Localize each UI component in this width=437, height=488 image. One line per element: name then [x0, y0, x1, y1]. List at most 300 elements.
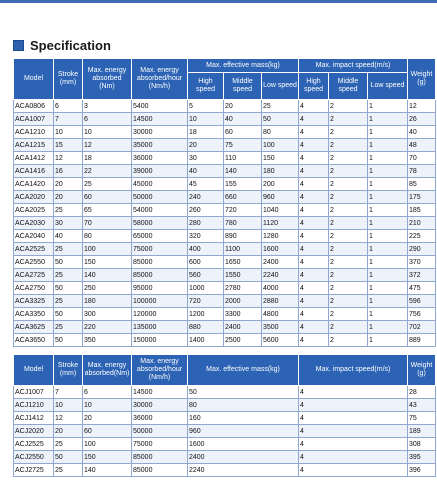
table-cell: 25: [54, 269, 83, 282]
section-heading: [13, 37, 111, 53]
table-cell: 30: [188, 152, 224, 165]
model-cell: ACA2025: [14, 204, 54, 217]
table-cell: 5600: [262, 334, 299, 347]
table-cell: 60: [83, 191, 132, 204]
table-cell: 1650: [224, 256, 262, 269]
table-cell: 75: [408, 412, 436, 425]
table-cell: 120000: [132, 308, 188, 321]
table-cell: 10: [188, 113, 224, 126]
table-cell: 4: [299, 217, 329, 230]
table-row: [14, 399, 436, 412]
table-cell: 12: [54, 412, 83, 425]
table-cell: 1: [368, 269, 408, 282]
table-row: [14, 126, 436, 139]
table-cell: 78: [408, 165, 436, 178]
table-row: [14, 165, 436, 178]
table-cell: 960: [188, 425, 299, 438]
table-cell: 18: [83, 152, 132, 165]
table-cell: 12: [54, 152, 83, 165]
table-cell: 5: [188, 100, 224, 113]
table-cell: 140: [83, 269, 132, 282]
table-cell: 80: [262, 126, 299, 139]
model-cell: ACA2030: [14, 217, 54, 230]
table-cell: 1: [368, 204, 408, 217]
table-cell: 25: [54, 321, 83, 334]
table-cell: 1: [368, 321, 408, 334]
table-cell: 50: [54, 334, 83, 347]
table-cell: 4: [299, 230, 329, 243]
header-speed: Max. impact speed(m/s): [299, 59, 408, 73]
table-cell: 45: [188, 178, 224, 191]
table-row: [14, 282, 436, 295]
table-cell: 1: [368, 191, 408, 204]
table-cell: 3: [83, 100, 132, 113]
table-cell: 4: [299, 282, 329, 295]
model-cell: ACJ2525: [14, 438, 54, 451]
model-cell: ACA3325: [14, 295, 54, 308]
table-cell: 2: [329, 152, 368, 165]
table-cell: 50: [188, 386, 299, 399]
table-row: [14, 256, 436, 269]
square-bullet-icon: [13, 40, 24, 51]
table-cell: 36000: [132, 152, 188, 165]
table-cell: 2: [329, 139, 368, 152]
table-cell: 85000: [132, 269, 188, 282]
table-cell: 2240: [188, 464, 299, 477]
table-cell: 2: [329, 126, 368, 139]
table-cell: 1: [368, 152, 408, 165]
table-cell: 12: [83, 139, 132, 152]
table-cell: 4: [299, 464, 408, 477]
model-cell: ACA1412: [14, 152, 54, 165]
table-cell: 2400: [262, 256, 299, 269]
table-cell: 85000: [132, 256, 188, 269]
table-cell: 14500: [132, 386, 188, 399]
table-cell: 4: [299, 152, 329, 165]
table-cell: 1: [368, 113, 408, 126]
model-cell: ACA3650: [14, 334, 54, 347]
table-cell: 175: [408, 191, 436, 204]
table-cell: 40: [408, 126, 436, 139]
section-title: Specification: [30, 37, 111, 53]
model-cell: ACJ2020: [14, 425, 54, 438]
table-cell: 30000: [132, 399, 188, 412]
table-cell: 225: [408, 230, 436, 243]
table-cell: 4: [299, 256, 329, 269]
table-cell: 140: [224, 165, 262, 178]
specification-table-aca: [13, 58, 436, 347]
table-cell: 180: [83, 295, 132, 308]
header-model: Model: [14, 59, 54, 100]
table-cell: 50: [54, 451, 83, 464]
table-cell: 4: [299, 308, 329, 321]
table-cell: 890: [224, 230, 262, 243]
table-cell: 1: [368, 100, 408, 113]
table-cell: 1550: [224, 269, 262, 282]
table-cell: 2400: [188, 451, 299, 464]
table-cell: 189: [408, 425, 436, 438]
table-cell: 1: [368, 282, 408, 295]
table-row: [14, 295, 436, 308]
table-cell: 28: [408, 386, 436, 399]
model-cell: ACJ1210: [14, 399, 54, 412]
table-cell: 1600: [262, 243, 299, 256]
header-mass-middle: Middle speed: [224, 73, 262, 100]
table-cell: 1: [368, 178, 408, 191]
table-cell: 1040: [262, 204, 299, 217]
table-cell: 2: [329, 256, 368, 269]
header-mass: Max. effective mass(kg): [188, 59, 299, 73]
table-cell: 150: [83, 256, 132, 269]
table-cell: 2000: [224, 295, 262, 308]
table-cell: 2: [329, 204, 368, 217]
table-row: [14, 191, 436, 204]
model-cell: ACJ1412: [14, 412, 54, 425]
table-cell: 200: [262, 178, 299, 191]
table-cell: 75000: [132, 438, 188, 451]
table-cell: 2: [329, 334, 368, 347]
table-row: [14, 412, 436, 425]
table-cell: 660: [224, 191, 262, 204]
table-cell: 1000: [188, 282, 224, 295]
model-cell: ACA1215: [14, 139, 54, 152]
table-cell: 720: [224, 204, 262, 217]
table-row: [14, 438, 436, 451]
model-cell: ACA1416: [14, 165, 54, 178]
table-cell: 396: [408, 464, 436, 477]
table-cell: 2880: [262, 295, 299, 308]
model-cell: ACA1007: [14, 113, 54, 126]
table-cell: 4: [299, 412, 408, 425]
header-energy-hour: Max. energy absorbed/hour (Nm/h): [132, 59, 188, 100]
table-cell: 702: [408, 321, 436, 334]
header-speed-low: Low speed: [368, 73, 408, 100]
table-cell: 350: [83, 334, 132, 347]
table-cell: 14500: [132, 113, 188, 126]
table-cell: 600: [188, 256, 224, 269]
table-cell: 2: [329, 113, 368, 126]
table-cell: 3500: [262, 321, 299, 334]
table-cell: 100: [83, 243, 132, 256]
table-cell: 4: [299, 295, 329, 308]
top-border: [0, 0, 437, 3]
table-cell: 4: [299, 386, 408, 399]
table-row: [14, 425, 436, 438]
table-cell: 560: [188, 269, 224, 282]
table-row: [14, 334, 436, 347]
model-cell: ACA1420: [14, 178, 54, 191]
table-cell: 372: [408, 269, 436, 282]
table-cell: 65: [83, 204, 132, 217]
table-cell: 240: [188, 191, 224, 204]
table-cell: 1: [368, 295, 408, 308]
table-cell: 880: [188, 321, 224, 334]
table-cell: 95000: [132, 282, 188, 295]
table-cell: 320: [188, 230, 224, 243]
table-cell: 210: [408, 217, 436, 230]
table-cell: 4800: [262, 308, 299, 321]
table-cell: 48: [408, 139, 436, 152]
table-cell: 1: [368, 217, 408, 230]
table-cell: 1600: [188, 438, 299, 451]
table-cell: 6: [54, 100, 83, 113]
table-cell: 140: [83, 464, 132, 477]
table-cell: 20: [224, 100, 262, 113]
table-cell: 2: [329, 178, 368, 191]
table-row: [14, 243, 436, 256]
table-cell: 4: [299, 243, 329, 256]
table-cell: 2240: [262, 269, 299, 282]
table-cell: 25: [54, 204, 83, 217]
table-cell: 370: [408, 256, 436, 269]
table-cell: 45000: [132, 178, 188, 191]
table-cell: 85000: [132, 451, 188, 464]
table-cell: 65000: [132, 230, 188, 243]
table-cell: 220: [83, 321, 132, 334]
model-cell: ACA2525: [14, 243, 54, 256]
table-cell: 4: [299, 269, 329, 282]
table-cell: 2: [329, 308, 368, 321]
specification-table-acj: [13, 354, 436, 477]
header-energy-hour: Max. energy absorbed/hour (Nm/h): [132, 355, 188, 386]
table-cell: 2400: [224, 321, 262, 334]
table-cell: 150: [262, 152, 299, 165]
header-energy: Max. energy absorbed (Nm): [83, 59, 132, 100]
table-cell: 50: [262, 113, 299, 126]
model-cell: ACA2020: [14, 191, 54, 204]
table-cell: 50: [54, 256, 83, 269]
table-row: [14, 451, 436, 464]
table-cell: 10: [83, 399, 132, 412]
model-cell: ACA0806: [14, 100, 54, 113]
table-cell: 1: [368, 308, 408, 321]
table-cell: 85: [408, 178, 436, 191]
table-cell: 1120: [262, 217, 299, 230]
table-row: [14, 308, 436, 321]
table-cell: 756: [408, 308, 436, 321]
table-cell: 135000: [132, 321, 188, 334]
table-cell: 1: [368, 256, 408, 269]
table-cell: 4: [299, 165, 329, 178]
table-cell: 18: [188, 126, 224, 139]
table-cell: 40: [224, 113, 262, 126]
table-cell: 1: [368, 139, 408, 152]
table-cell: 250: [83, 282, 132, 295]
table-cell: 2: [329, 321, 368, 334]
table-row: [14, 113, 436, 126]
table-cell: 85000: [132, 464, 188, 477]
table-cell: 1: [368, 334, 408, 347]
table-row: [14, 178, 436, 191]
header-energy: Max. energy absorbed(Nm): [83, 355, 132, 386]
table-cell: 4: [299, 178, 329, 191]
table-cell: 20: [54, 178, 83, 191]
table-cell: 2780: [224, 282, 262, 295]
header-speed-high: High speed: [299, 73, 329, 100]
table-cell: 4: [299, 451, 408, 464]
table-cell: 60: [83, 425, 132, 438]
table-row: [14, 230, 436, 243]
table-cell: 35000: [132, 139, 188, 152]
model-cell: ACA2725: [14, 269, 54, 282]
table-cell: 160: [188, 412, 299, 425]
table-cell: 75000: [132, 243, 188, 256]
table-cell: 720: [188, 295, 224, 308]
table-cell: 2: [329, 217, 368, 230]
table-cell: 1: [368, 165, 408, 178]
table-cell: 25: [83, 178, 132, 191]
table-cell: 80: [188, 399, 299, 412]
table-cell: 50000: [132, 425, 188, 438]
table-cell: 180: [262, 165, 299, 178]
table-cell: 25: [54, 464, 83, 477]
table-cell: 2: [329, 243, 368, 256]
table-row: [14, 152, 436, 165]
table-cell: 25: [262, 100, 299, 113]
table-cell: 50: [54, 282, 83, 295]
table-cell: 400: [188, 243, 224, 256]
header-stroke: Stroke (mm): [54, 355, 83, 386]
table-cell: 308: [408, 438, 436, 451]
table-cell: 25: [54, 295, 83, 308]
table-cell: 10: [54, 126, 83, 139]
table-cell: 6: [83, 386, 132, 399]
header-model: Model: [14, 355, 54, 386]
table-cell: 155: [224, 178, 262, 191]
table-cell: 110: [224, 152, 262, 165]
table-cell: 12: [408, 100, 436, 113]
table-cell: 20: [83, 412, 132, 425]
table-cell: 40: [54, 230, 83, 243]
table-cell: 4: [299, 425, 408, 438]
table-cell: 26: [408, 113, 436, 126]
table-cell: 150: [83, 451, 132, 464]
header-weight: Weight (g): [408, 355, 436, 386]
table-cell: 4: [299, 321, 329, 334]
table-cell: 25: [54, 438, 83, 451]
table-row: [14, 321, 436, 334]
model-cell: ACA3350: [14, 308, 54, 321]
table-cell: 4: [299, 334, 329, 347]
table-cell: 2500: [224, 334, 262, 347]
table-cell: 5400: [132, 100, 188, 113]
table-cell: 75: [224, 139, 262, 152]
table-cell: 290: [408, 243, 436, 256]
table-cell: 43: [408, 399, 436, 412]
table-cell: 4000: [262, 282, 299, 295]
table-cell: 4: [299, 139, 329, 152]
table-cell: 30: [54, 217, 83, 230]
table-cell: 150000: [132, 334, 188, 347]
table-cell: 50000: [132, 191, 188, 204]
table-cell: 2: [329, 269, 368, 282]
table-cell: 100: [83, 438, 132, 451]
model-cell: ACA3625: [14, 321, 54, 334]
table-cell: 1280: [262, 230, 299, 243]
table-cell: 2: [329, 295, 368, 308]
model-cell: ACJ1007: [14, 386, 54, 399]
table-cell: 4: [299, 191, 329, 204]
table-cell: 70: [408, 152, 436, 165]
table-cell: 10: [54, 399, 83, 412]
model-cell: ACJ2550: [14, 451, 54, 464]
table-cell: 4: [299, 399, 408, 412]
table-cell: 16: [54, 165, 83, 178]
table-cell: 2: [329, 230, 368, 243]
table-cell: 4: [299, 100, 329, 113]
header-speed-middle: Middle speed: [329, 73, 368, 100]
table-cell: 960: [262, 191, 299, 204]
table-cell: 2: [329, 165, 368, 178]
table-cell: 475: [408, 282, 436, 295]
table-row: [14, 269, 436, 282]
table-cell: 185: [408, 204, 436, 217]
table-row: [14, 204, 436, 217]
table-cell: 50: [54, 308, 83, 321]
table-cell: 7: [54, 113, 83, 126]
header-mass-low: Low speed: [262, 73, 299, 100]
table-cell: 60: [224, 126, 262, 139]
table-cell: 596: [408, 295, 436, 308]
table-cell: 4: [299, 438, 408, 451]
table-cell: 100: [262, 139, 299, 152]
table-cell: 80: [83, 230, 132, 243]
table-cell: 1100: [224, 243, 262, 256]
table-row: [14, 100, 436, 113]
table-cell: 3300: [224, 308, 262, 321]
header-mass: Max. effective mass(kg): [188, 355, 299, 386]
table-cell: 10: [83, 126, 132, 139]
table-cell: 20: [188, 139, 224, 152]
table-cell: 260: [188, 204, 224, 217]
table-cell: 4: [299, 113, 329, 126]
table-cell: 1: [368, 243, 408, 256]
table-cell: 1200: [188, 308, 224, 321]
header-mass-high: High speed: [188, 73, 224, 100]
table-cell: 2: [329, 191, 368, 204]
table-cell: 395: [408, 451, 436, 464]
table-cell: 1: [368, 126, 408, 139]
table-cell: 4: [299, 126, 329, 139]
table-cell: 58000: [132, 217, 188, 230]
table-cell: 2: [329, 100, 368, 113]
table-cell: 1: [368, 230, 408, 243]
table-cell: 20: [54, 191, 83, 204]
header-speed: Max. impact speed(m/s): [299, 355, 408, 386]
table-cell: 15: [54, 139, 83, 152]
table-cell: 54000: [132, 204, 188, 217]
model-cell: ACA1210: [14, 126, 54, 139]
table-cell: 6: [83, 113, 132, 126]
model-cell: ACA2750: [14, 282, 54, 295]
model-cell: ACJ2725: [14, 464, 54, 477]
table-cell: 300: [83, 308, 132, 321]
table-cell: 2: [329, 282, 368, 295]
table-cell: 7: [54, 386, 83, 399]
table-cell: 100000: [132, 295, 188, 308]
model-cell: ACA2040: [14, 230, 54, 243]
table-cell: 1400: [188, 334, 224, 347]
table-cell: 30000: [132, 126, 188, 139]
table-cell: 25: [54, 243, 83, 256]
table-row: [14, 217, 436, 230]
header-weight: Weight (g): [408, 59, 436, 100]
table-row: [14, 464, 436, 477]
table-cell: 39000: [132, 165, 188, 178]
table-cell: 20: [54, 425, 83, 438]
table-cell: 4: [299, 204, 329, 217]
table-cell: 36000: [132, 412, 188, 425]
